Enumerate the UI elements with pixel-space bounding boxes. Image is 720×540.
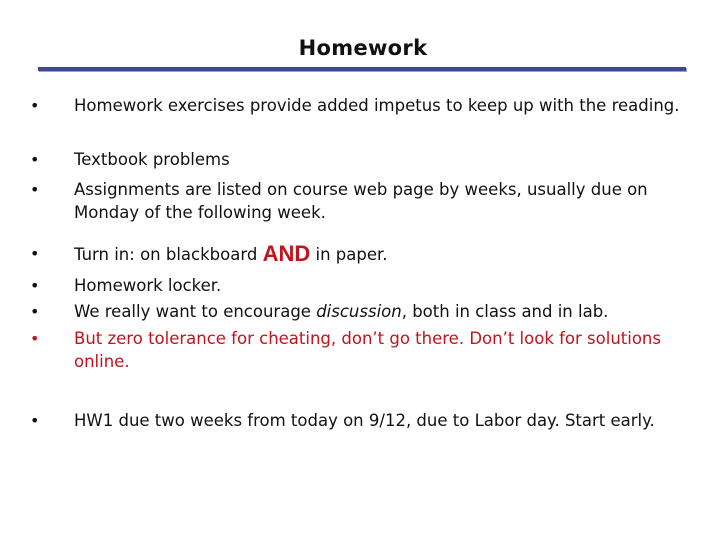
bullet-text: HW1 due two weeks from today on 9/12, due to Labor day. Start early. <box>74 411 655 430</box>
bullet-text <box>74 242 680 266</box>
bullet-text <box>74 300 680 323</box>
bullet-marker: • <box>30 411 40 430</box>
bullet-marker: • <box>30 329 40 348</box>
bullet-text: Assignments are listed on course web page by weeks, usually due on Monday of the following week. <box>74 180 648 222</box>
bullet-marker: • <box>30 150 40 169</box>
bullet-item <box>30 409 680 432</box>
bullet-text: Homework locker. <box>74 276 222 295</box>
bullet-marker: • <box>30 244 40 263</box>
bullet-marker: • <box>30 276 40 295</box>
bullet-text-suffix: , both in class and in lab. <box>401 302 609 321</box>
bullet-item <box>30 242 680 266</box>
bullet-item-warning <box>30 327 680 373</box>
discussion-emphasis: discussion <box>316 302 402 321</box>
bullet-text-prefix: Turn in: on blackboard <box>74 245 263 264</box>
bullet-text: But zero tolerance for cheating, don’t go there. Don’t look for solutions online. <box>74 329 661 371</box>
bullet-text: Homework exercises provide added impetus to keep up with the reading. <box>74 96 680 115</box>
bullet-text-suffix: in paper. <box>310 245 388 264</box>
title-divider <box>38 67 686 71</box>
and-emphasis: AND <box>262 241 311 266</box>
bullet-text-prefix: We really want to encourage <box>74 302 317 321</box>
slide-title: Homework <box>298 36 428 60</box>
bullet-item <box>30 94 680 117</box>
bullet-item <box>30 300 680 323</box>
bullet-text: Textbook problems <box>74 150 230 169</box>
bullet-marker: • <box>30 180 40 199</box>
bullet-marker: • <box>30 302 40 321</box>
bullet-item <box>30 148 680 171</box>
bullet-item <box>30 178 680 224</box>
bullet-item <box>30 274 680 297</box>
bullet-marker: • <box>30 96 40 115</box>
